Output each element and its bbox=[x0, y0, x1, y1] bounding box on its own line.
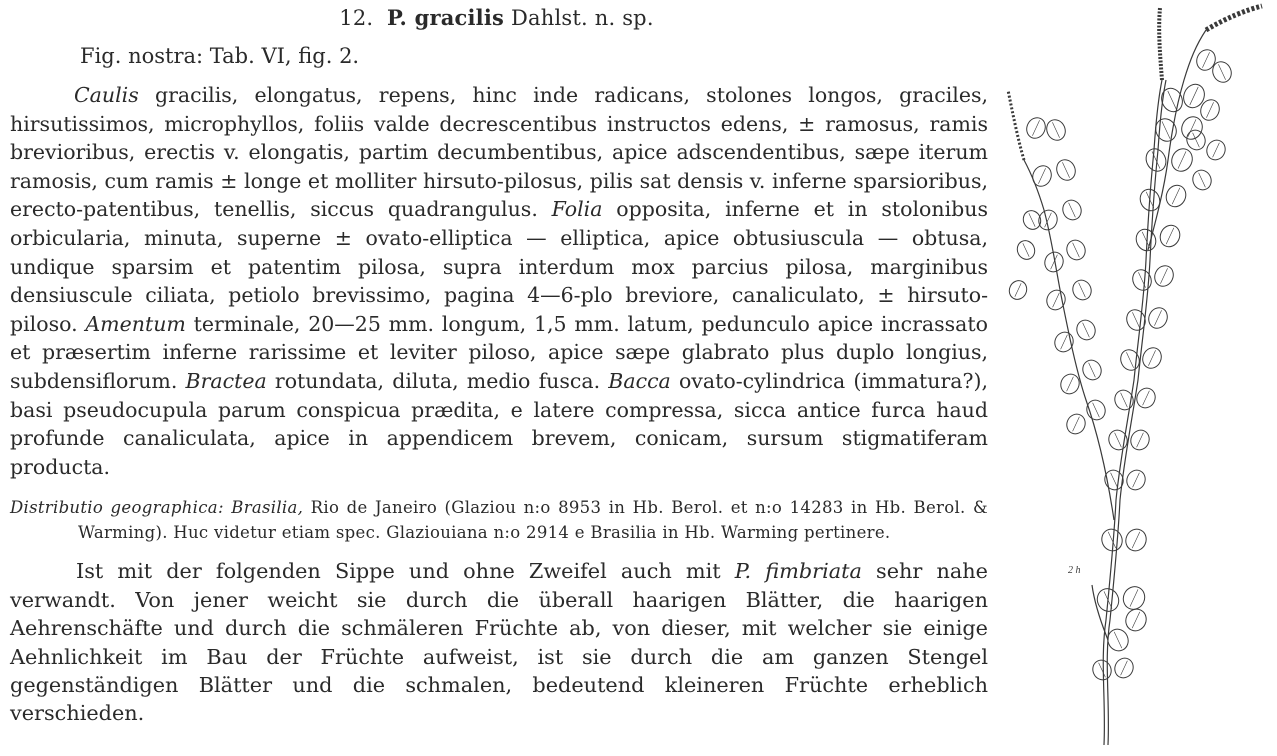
left-branch bbox=[1024, 160, 1114, 520]
leaf-vein bbox=[1160, 268, 1167, 283]
species-number: 12. bbox=[339, 6, 374, 30]
leaf-vein bbox=[1073, 417, 1080, 432]
species-heading bbox=[10, 4, 988, 32]
leaf-vein bbox=[1172, 188, 1180, 204]
caulis-label: Caulis bbox=[74, 83, 139, 107]
latin-description bbox=[10, 81, 988, 481]
text-column bbox=[10, 4, 988, 728]
remarks-text-1: Ist mit der folgenden Sippe und ohne Zweifel auch mit bbox=[76, 559, 735, 584]
leaf-vein bbox=[1154, 310, 1161, 325]
distribution-country: Brasilia, bbox=[231, 498, 304, 518]
leaf-vein bbox=[1062, 162, 1069, 177]
center-spike bbox=[1159, 8, 1162, 80]
leaf-vein bbox=[1188, 119, 1196, 136]
leaf-vein bbox=[1114, 632, 1122, 648]
leaf-vein bbox=[1126, 352, 1133, 367]
plant-illustration bbox=[996, 0, 1277, 752]
amentum-text: terminale, 20—25 mm. longum, 1,5 mm. latum, pedunculo apice incrassato et præsertim inferne rarissime et leviter piloso, apice sæpe glabrato plus duplo longius, subdensiflorum. bbox=[10, 311, 988, 393]
leaf-vein bbox=[1218, 64, 1225, 79]
bractea-text: rotundata, diluta, medio fusca. bbox=[266, 368, 609, 393]
leaf-vein bbox=[1132, 312, 1139, 327]
leaf-vein bbox=[1108, 532, 1116, 548]
leaf-vein bbox=[1052, 122, 1059, 137]
leaf-vein bbox=[1111, 473, 1118, 488]
species-author: Dahlst. n. sp. bbox=[510, 6, 654, 30]
leaf-vein bbox=[1206, 102, 1213, 117]
leaf-vein bbox=[1089, 363, 1096, 378]
main-stem-outline bbox=[1107, 80, 1166, 745]
leaf-vein bbox=[1069, 203, 1076, 218]
leaf-vein bbox=[1166, 228, 1174, 244]
leaf-vein bbox=[1148, 350, 1155, 365]
leaf-vein bbox=[1142, 232, 1150, 248]
leaf-vein bbox=[1130, 589, 1138, 606]
leaf-vein bbox=[1133, 473, 1140, 488]
leaf-vein bbox=[1143, 391, 1150, 406]
leaf-vein bbox=[1137, 433, 1144, 448]
folia-label: Folia bbox=[551, 197, 603, 222]
caulis-text: gracilis, elongatus, repens, hinc inde radicans, stolones longos, graciles, hirsutissimos, microphyllos, foliis valde decrescentibus instructos edens, ± ramosus, ramis brevioribus, erectis v. elongatis, partim decumbentibus, apice adscendentibus, sæpe iterum ramosis, cum ramis ± longe et molliter hirsuto-pilosus, pilis sat densis v. inferne sparsioribus, erecto-patentibus, tenellis, siccus quadrangulus. bbox=[10, 83, 988, 222]
leaf-vein bbox=[1193, 133, 1200, 148]
leaf-vein bbox=[1121, 661, 1128, 676]
distribution-text: Rio de Janeiro (Glaziou n:o 8953 in Hb. Berol. et n:o 14283 in Hb. Berol. & Warming). Huc videtur etiam spec. Glaziouiana n:o 2914 e Brasilia in Hb. Warming pertinere. bbox=[78, 498, 988, 543]
leaf-vein bbox=[1121, 393, 1128, 408]
right-spike bbox=[1206, 6, 1262, 30]
bacca-text: ovato-cylindrica (immatura?), basi pseudocupula parum conspicua prædita, e latere compressa, sicca antice furca haud profunde canaliculata, apice in appendicem brevem, conicam, sursum stigmatiferam producta. bbox=[10, 368, 988, 479]
remarks-species-ref: P. fimbriata bbox=[734, 559, 862, 584]
leaf-vein bbox=[1079, 283, 1086, 298]
leaf-vein bbox=[1032, 120, 1039, 135]
leaf-vein bbox=[1132, 612, 1140, 628]
plant-drawing bbox=[996, 0, 1277, 752]
distribution-label: Distributio geographica: bbox=[10, 498, 224, 518]
german-remarks bbox=[10, 557, 988, 727]
leaf-vein bbox=[1083, 323, 1090, 338]
left-spike bbox=[1008, 90, 1024, 160]
leaf-vein bbox=[1053, 293, 1060, 308]
species-name: P. gracilis bbox=[387, 5, 505, 30]
figure-reference: Fig. nostra: Tab. VI, fig. 2. bbox=[80, 44, 360, 68]
leaf-vein bbox=[1168, 91, 1176, 109]
leaf-vein bbox=[1093, 403, 1100, 418]
lower-branch bbox=[1092, 585, 1108, 640]
leaf-vein bbox=[1190, 87, 1198, 105]
leaf-vein bbox=[1061, 335, 1068, 350]
leaf-vein bbox=[1115, 433, 1122, 448]
leaf-vein bbox=[1029, 213, 1035, 227]
leaf-vein bbox=[1132, 532, 1140, 548]
leaf-vein bbox=[1015, 283, 1021, 297]
leaf-vein bbox=[1202, 52, 1209, 67]
distribution-paragraph bbox=[10, 495, 988, 545]
figure-label: 2 h bbox=[1068, 565, 1081, 576]
leaf-vein bbox=[1178, 151, 1186, 168]
leaf-vein bbox=[1099, 663, 1106, 678]
leaf-vein bbox=[1073, 243, 1080, 258]
folia-text: opposita, inferne et in stolonibus orbicularia, minuta, superne ± ovato-elliptica — elliptica, apice obtusiuscula — obtusa, undique sparsim et patentim pilosa, supra interdum mox parcius pilosa, marginibus densiuscule ciliata, petiolo brevissimo, pagina 4—6-plo breviore, canaliculato, ± hirsuto-piloso. bbox=[10, 197, 988, 336]
bacca-label: Bacca bbox=[608, 368, 671, 393]
remarks-text-2: sehr nahe verwandt. Von jener weicht sie durch die überall haarigen Blätter, die haarigen Aehrenschäfte und durch die schmäleren Früchte ab, von dieser, mit welcher sie einige Aehnlichkeit im Bau der Früchte aufweist, ist sie durch die am ganzen Stengel gegenständigen Blätter und die schmalen, bedeutend kleineren Früchte erheblich verschieden. bbox=[10, 559, 988, 726]
leaf-vein bbox=[1213, 143, 1220, 158]
leaf-vein bbox=[1199, 173, 1206, 188]
leaf-vein bbox=[1023, 243, 1029, 257]
bractea-label: Bractea bbox=[185, 368, 267, 393]
leaf-vein bbox=[1162, 121, 1170, 138]
leaf-vein bbox=[1067, 377, 1074, 392]
amentum-label: Amentum bbox=[85, 311, 186, 336]
leaf-vein bbox=[1038, 168, 1045, 183]
